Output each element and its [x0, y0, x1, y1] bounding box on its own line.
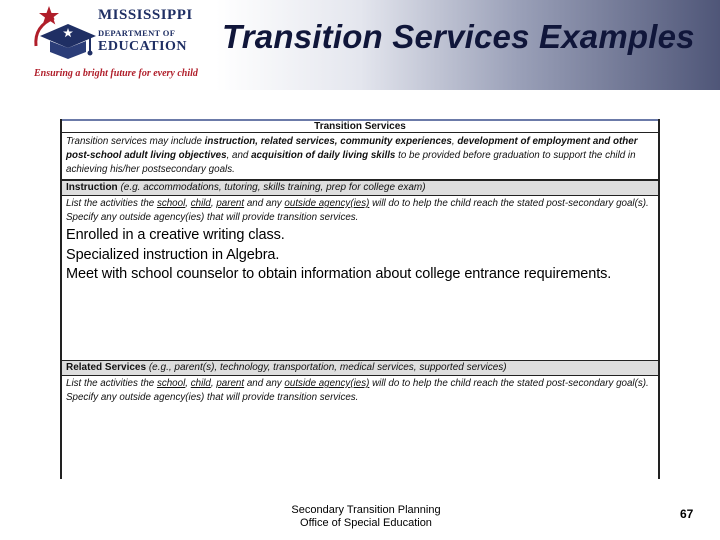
instruction-guidance: List the activities the school, child, parent and any outside agency(ies) will do to help the child reach the stated post-secondary goal(s). Specify any outside agency(ies) that will provide transition services. — [66, 198, 649, 223]
footer-line-1: Secondary Transition Planning — [291, 504, 441, 516]
slide-title: Transition Services Examples — [222, 18, 695, 55]
logo-line-1: MISSISSIPPI — [98, 7, 193, 23]
transition-services-form — [60, 119, 660, 479]
graduation-cap-star-icon — [30, 2, 100, 68]
logo-line-3: EDUCATION — [98, 39, 188, 54]
related-services-section-header: Related Services (e.g., parent(s), technology, transportation, medical services, supported services) — [62, 360, 658, 376]
form-intro-text: Transition services may include instruction, related services, community experiences, development of employment and other post-school adult living objectives, and acquisition of daily living skills to be provided before graduation to support the child in achieving his/her postsecondary goals. — [62, 134, 658, 180]
footer-line-2: Office of Special Education — [300, 517, 432, 529]
page-number: 67 — [680, 507, 694, 521]
logo-tagline: Ensuring a bright future for every child — [34, 68, 198, 79]
instruction-entry: Specialized instruction in Algebra. — [66, 246, 280, 263]
instruction-section-header: Instruction (e.g. accommodations, tutoring, skills training, prep for college exam) — [62, 180, 658, 196]
instruction-entries — [66, 226, 654, 285]
form-section-title: Transition Services — [62, 121, 658, 133]
slide-footer — [230, 504, 502, 530]
mde-logo — [30, 2, 210, 88]
instruction-entry: Enrolled in a creative writing class. — [66, 227, 285, 243]
header-band — [0, 0, 720, 90]
logo-line-2: DEPARTMENT OF — [98, 28, 176, 38]
instruction-entry: Meet with school counselor to obtain information about college entrance requirements. — [66, 266, 612, 282]
related-services-guidance: List the activities the school, child, parent and any outside agency(ies) will do to help the child reach the stated post-secondary goal(s). Specify any outside agency(ies) that will provide transition services. — [66, 378, 649, 403]
